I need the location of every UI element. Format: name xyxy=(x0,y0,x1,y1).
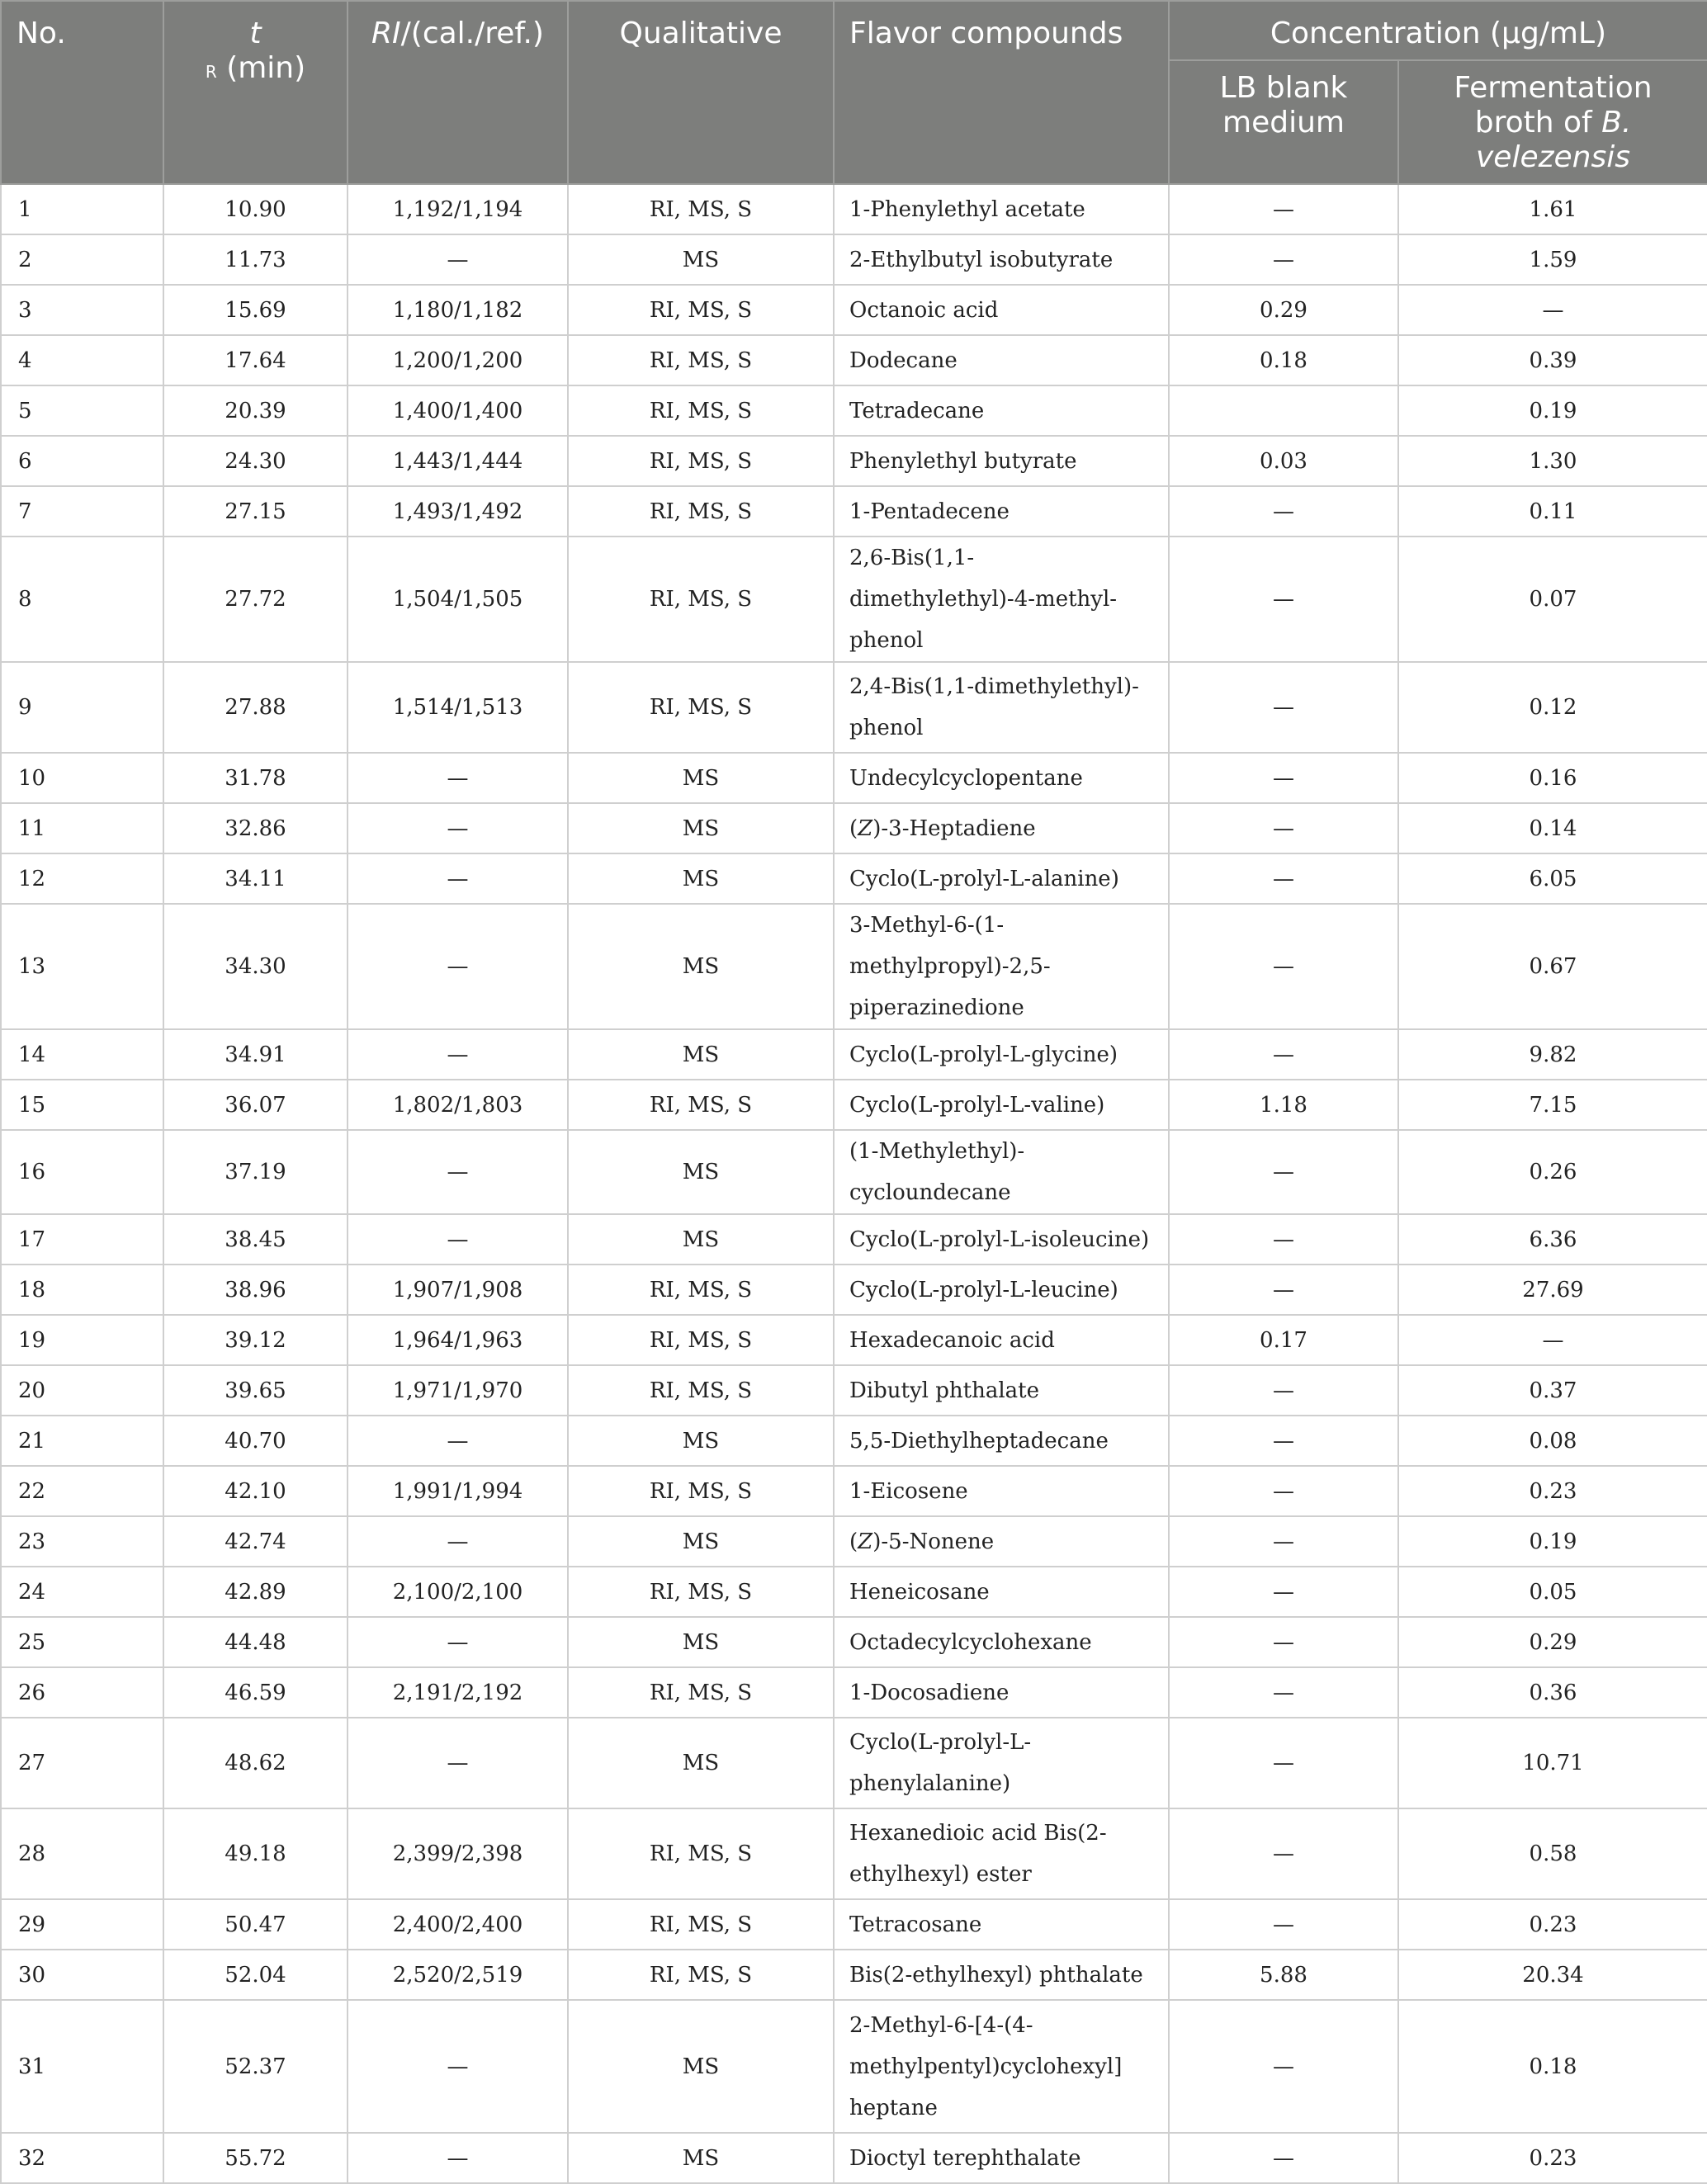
row-qualitative: MS xyxy=(568,904,834,1029)
row-retention-time: 34.91 xyxy=(163,1029,348,1080)
table-row xyxy=(1,234,1707,285)
row-fermentation: 0.26 xyxy=(1398,1130,1707,1214)
row-retention-time: 42.10 xyxy=(163,1466,348,1516)
row-fermentation: 0.16 xyxy=(1398,753,1707,803)
row-lb-blank: 0.17 xyxy=(1169,1315,1398,1365)
row-retention-time: 50.47 xyxy=(163,1899,348,1950)
row-compound: Tetradecane xyxy=(834,385,1169,436)
row-fermentation: 1.61 xyxy=(1398,184,1707,234)
compound-suffix: )-3-Heptadiene xyxy=(872,815,1036,841)
row-no: 23 xyxy=(1,1516,163,1567)
row-compound: 1-Eicosene xyxy=(834,1466,1169,1516)
row-retention-index: — xyxy=(348,1617,568,1667)
row-compound: Cyclo(L-prolyl-L-valine) xyxy=(834,1080,1169,1130)
table-row xyxy=(1,1416,1707,1466)
row-retention-time: 27.72 xyxy=(163,537,348,662)
row-fermentation: 6.36 xyxy=(1398,1214,1707,1265)
row-retention-time: 49.18 xyxy=(163,1808,348,1899)
row-retention-time: 27.88 xyxy=(163,662,348,753)
row-qualitative: RI, MS, S xyxy=(568,335,834,385)
row-lb-blank: — xyxy=(1169,1899,1398,1950)
row-fermentation: 0.23 xyxy=(1398,1899,1707,1950)
row-compound: Cyclo(L-prolyl-L-isoleucine) xyxy=(834,1214,1169,1265)
row-retention-index: 2,520/2,519 xyxy=(348,1950,568,2000)
table-row xyxy=(1,537,1707,662)
row-lb-blank: — xyxy=(1169,1516,1398,1567)
row-qualitative: RI, MS, S xyxy=(568,1466,834,1516)
row-retention-time: 40.70 xyxy=(163,1416,348,1466)
table-row xyxy=(1,2000,1707,2133)
row-no: 11 xyxy=(1,803,163,853)
row-retention-index: 1,504/1,505 xyxy=(348,537,568,662)
table-row xyxy=(1,2133,1707,2183)
row-fermentation: 1.59 xyxy=(1398,234,1707,285)
row-qualitative: RI, MS, S xyxy=(568,1667,834,1718)
row-qualitative: RI, MS, S xyxy=(568,1567,834,1617)
row-compound: Cyclo(L-prolyl-L-glycine) xyxy=(834,1029,1169,1080)
row-qualitative: MS xyxy=(568,1130,834,1214)
row-fermentation: 0.19 xyxy=(1398,1516,1707,1567)
row-compound: 1-Pentadecene xyxy=(834,486,1169,537)
row-qualitative: MS xyxy=(568,234,834,285)
row-compound: Heneicosane xyxy=(834,1567,1169,1617)
row-compound: Cyclo(L-prolyl-L-phenylalanine) xyxy=(834,1718,1169,1808)
row-compound: Hexanedioic acid Bis(2-ethylhexyl) ester xyxy=(834,1808,1169,1899)
header-retention-index xyxy=(348,1,568,184)
table-row xyxy=(1,184,1707,234)
table-row xyxy=(1,803,1707,853)
row-qualitative: RI, MS, S xyxy=(568,1808,834,1899)
table-row xyxy=(1,1617,1707,1667)
row-retention-time: 20.39 xyxy=(163,385,348,436)
row-retention-index: — xyxy=(348,2133,568,2183)
table-body xyxy=(1,184,1707,2183)
row-retention-time: 37.19 xyxy=(163,1130,348,1214)
row-qualitative: MS xyxy=(568,1718,834,1808)
row-retention-time: 42.74 xyxy=(163,1516,348,1567)
row-fermentation: 9.82 xyxy=(1398,1029,1707,1080)
row-qualitative: MS xyxy=(568,2000,834,2133)
row-no: 16 xyxy=(1,1130,163,1214)
row-qualitative: RI, MS, S xyxy=(568,436,834,486)
row-no: 15 xyxy=(1,1080,163,1130)
row-qualitative: RI, MS, S xyxy=(568,662,834,753)
table-row xyxy=(1,1950,1707,2000)
header-retention-time xyxy=(163,1,348,184)
row-qualitative: RI, MS, S xyxy=(568,285,834,335)
row-retention-index: 1,192/1,194 xyxy=(348,184,568,234)
row-retention-index: — xyxy=(348,1130,568,1214)
row-no: 27 xyxy=(1,1718,163,1808)
compound-suffix: )-5-Nonene xyxy=(872,1529,995,1554)
row-no: 25 xyxy=(1,1617,163,1667)
row-retention-time: 38.45 xyxy=(163,1214,348,1265)
row-no: 24 xyxy=(1,1567,163,1617)
row-retention-index: — xyxy=(348,234,568,285)
row-qualitative: MS xyxy=(568,1617,834,1667)
row-fermentation: 0.37 xyxy=(1398,1365,1707,1416)
row-fermentation: 1.30 xyxy=(1398,436,1707,486)
row-lb-blank: — xyxy=(1169,1466,1398,1516)
table-row xyxy=(1,335,1707,385)
row-lb-blank: 0.03 xyxy=(1169,436,1398,486)
row-lb-blank: — xyxy=(1169,1667,1398,1718)
row-no: 10 xyxy=(1,753,163,803)
row-lb-blank: — xyxy=(1169,1265,1398,1315)
row-lb-blank: — xyxy=(1169,1029,1398,1080)
row-lb-blank: — xyxy=(1169,184,1398,234)
row-no: 7 xyxy=(1,486,163,537)
row-compound: 2-Methyl-6-[4-(4-methylpentyl)cyclohexyl] heptane xyxy=(834,2000,1169,2133)
row-retention-index: 2,399/2,398 xyxy=(348,1808,568,1899)
row-lb-blank: — xyxy=(1169,803,1398,853)
row-qualitative: MS xyxy=(568,803,834,853)
row-compound: Phenylethyl butyrate xyxy=(834,436,1169,486)
row-compound: Cyclo(L-prolyl-L-leucine) xyxy=(834,1265,1169,1315)
row-lb-blank: — xyxy=(1169,537,1398,662)
row-qualitative: RI, MS, S xyxy=(568,1365,834,1416)
row-compound: Hexadecanoic acid xyxy=(834,1315,1169,1365)
row-lb-blank: 1.18 xyxy=(1169,1080,1398,1130)
row-qualitative: RI, MS, S xyxy=(568,184,834,234)
row-fermentation: 0.29 xyxy=(1398,1617,1707,1667)
row-no: 9 xyxy=(1,662,163,753)
row-retention-time: 36.07 xyxy=(163,1080,348,1130)
header-fermentation-broth xyxy=(1398,60,1707,184)
row-fermentation: 0.36 xyxy=(1398,1667,1707,1718)
row-no: 22 xyxy=(1,1466,163,1516)
row-no: 5 xyxy=(1,385,163,436)
row-compound: (1-Methylethyl)-cycloundecane xyxy=(834,1130,1169,1214)
row-qualitative: MS xyxy=(568,1416,834,1466)
row-compound: 2-Ethylbutyl isobutyrate xyxy=(834,234,1169,285)
row-compound: 2,4-Bis(1,1-dimethylethyl)-phenol xyxy=(834,662,1169,753)
table-row xyxy=(1,1315,1707,1365)
row-retention-index: — xyxy=(348,1416,568,1466)
compound-stereo: Z xyxy=(858,1529,873,1554)
header-flavor-compounds: Flavor compounds xyxy=(834,1,1169,184)
table-row xyxy=(1,385,1707,436)
row-fermentation: 0.07 xyxy=(1398,537,1707,662)
row-retention-index: — xyxy=(348,803,568,853)
row-retention-time: 52.37 xyxy=(163,2000,348,2133)
row-no: 3 xyxy=(1,285,163,335)
row-retention-time: 34.30 xyxy=(163,904,348,1029)
row-compound xyxy=(834,1516,1169,1567)
row-lb-blank: — xyxy=(1169,234,1398,285)
row-fermentation: 0.23 xyxy=(1398,2133,1707,2183)
table-row xyxy=(1,1466,1707,1516)
row-fermentation: — xyxy=(1398,1315,1707,1365)
row-lb-blank: — xyxy=(1169,1416,1398,1466)
row-no: 8 xyxy=(1,537,163,662)
row-retention-index: — xyxy=(348,1029,568,1080)
row-retention-time: 39.12 xyxy=(163,1315,348,1365)
row-retention-index: 1,514/1,513 xyxy=(348,662,568,753)
table-row xyxy=(1,1265,1707,1315)
row-retention-index: 1,991/1,994 xyxy=(348,1466,568,1516)
row-fermentation: 27.69 xyxy=(1398,1265,1707,1315)
row-qualitative: RI, MS, S xyxy=(568,537,834,662)
row-retention-time: 38.96 xyxy=(163,1265,348,1315)
row-no: 31 xyxy=(1,2000,163,2133)
row-compound: Octadecylcyclohexane xyxy=(834,1617,1169,1667)
row-no: 17 xyxy=(1,1214,163,1265)
row-retention-time: 48.62 xyxy=(163,1718,348,1808)
row-qualitative: MS xyxy=(568,1029,834,1080)
row-compound: Octanoic acid xyxy=(834,285,1169,335)
row-lb-blank: — xyxy=(1169,1718,1398,1808)
row-qualitative: MS xyxy=(568,2133,834,2183)
row-lb-blank: — xyxy=(1169,1567,1398,1617)
header-ferment-species: B. velezensis xyxy=(1476,106,1632,174)
row-fermentation: 0.08 xyxy=(1398,1416,1707,1466)
row-compound: Tetracosane xyxy=(834,1899,1169,1950)
row-retention-time: 24.30 xyxy=(163,436,348,486)
table-row xyxy=(1,904,1707,1029)
table-row xyxy=(1,486,1707,537)
row-retention-index: 2,400/2,400 xyxy=(348,1899,568,1950)
row-retention-index: 1,200/1,200 xyxy=(348,335,568,385)
row-fermentation: 0.11 xyxy=(1398,486,1707,537)
row-retention-index: 1,443/1,444 xyxy=(348,436,568,486)
row-retention-index: — xyxy=(348,1214,568,1265)
row-qualitative: MS xyxy=(568,753,834,803)
row-retention-time: 17.64 xyxy=(163,335,348,385)
row-qualitative: RI, MS, S xyxy=(568,1315,834,1365)
row-fermentation: 0.58 xyxy=(1398,1808,1707,1899)
table-row xyxy=(1,1808,1707,1899)
row-retention-time: 32.86 xyxy=(163,803,348,853)
table-row xyxy=(1,1029,1707,1080)
row-fermentation: 0.67 xyxy=(1398,904,1707,1029)
row-compound: Bis(2-ethylhexyl) phthalate xyxy=(834,1950,1169,2000)
row-retention-time: 34.11 xyxy=(163,853,348,904)
table-header xyxy=(1,1,1707,184)
row-qualitative: RI, MS, S xyxy=(568,1899,834,1950)
table-row xyxy=(1,1080,1707,1130)
row-no: 19 xyxy=(1,1315,163,1365)
row-retention-time: 11.73 xyxy=(163,234,348,285)
row-no: 21 xyxy=(1,1416,163,1466)
row-no: 12 xyxy=(1,853,163,904)
row-fermentation: 0.23 xyxy=(1398,1466,1707,1516)
row-qualitative: RI, MS, S xyxy=(568,1265,834,1315)
table-row xyxy=(1,662,1707,753)
row-compound: Cyclo(L-prolyl-L-alanine) xyxy=(834,853,1169,904)
row-fermentation: 20.34 xyxy=(1398,1950,1707,2000)
row-qualitative: RI, MS, S xyxy=(568,1950,834,2000)
row-fermentation: — xyxy=(1398,285,1707,335)
row-lb-blank: — xyxy=(1169,1130,1398,1214)
header-ri-symbol: RI xyxy=(371,17,401,50)
row-retention-time: 55.72 xyxy=(163,2133,348,2183)
row-qualitative: RI, MS, S xyxy=(568,1080,834,1130)
row-fermentation: 6.05 xyxy=(1398,853,1707,904)
compound-prefix: ( xyxy=(849,815,858,841)
row-lb-blank: 5.88 xyxy=(1169,1950,1398,2000)
row-retention-index: 1,400/1,400 xyxy=(348,385,568,436)
row-no: 26 xyxy=(1,1667,163,1718)
row-qualitative: MS xyxy=(568,1516,834,1567)
compound-stereo: Z xyxy=(858,815,873,841)
row-retention-time: 52.04 xyxy=(163,1950,348,2000)
row-retention-time: 46.59 xyxy=(163,1667,348,1718)
row-no: 18 xyxy=(1,1265,163,1315)
row-no: 30 xyxy=(1,1950,163,2000)
row-lb-blank: — xyxy=(1169,486,1398,537)
table-row xyxy=(1,853,1707,904)
row-fermentation: 0.18 xyxy=(1398,2000,1707,2133)
row-retention-index: 1,964/1,963 xyxy=(348,1315,568,1365)
row-fermentation: 0.39 xyxy=(1398,335,1707,385)
header-tr-symbol: t xyxy=(249,17,262,50)
row-fermentation: 0.12 xyxy=(1398,662,1707,753)
row-no: 2 xyxy=(1,234,163,285)
row-compound: 5,5-Diethylheptadecane xyxy=(834,1416,1169,1466)
table-row xyxy=(1,1718,1707,1808)
row-no: 14 xyxy=(1,1029,163,1080)
row-lb-blank: — xyxy=(1169,2133,1398,2183)
row-retention-index: 1,493/1,492 xyxy=(348,486,568,537)
row-lb-blank: 0.18 xyxy=(1169,335,1398,385)
row-compound xyxy=(834,803,1169,853)
row-lb-blank: — xyxy=(1169,662,1398,753)
header-tr-min: (min) xyxy=(226,51,306,85)
row-retention-index: — xyxy=(348,753,568,803)
row-no: 1 xyxy=(1,184,163,234)
row-retention-index: 1,180/1,182 xyxy=(348,285,568,335)
row-fermentation: 10.71 xyxy=(1398,1718,1707,1808)
row-qualitative: MS xyxy=(568,853,834,904)
header-lb-blank: LB blank medium xyxy=(1169,60,1398,184)
row-fermentation: 0.05 xyxy=(1398,1567,1707,1617)
row-retention-time: 44.48 xyxy=(163,1617,348,1667)
row-retention-time: 39.65 xyxy=(163,1365,348,1416)
header-ferment-prefix: Fermentation broth of xyxy=(1454,71,1653,139)
row-compound: 1-Phenylethyl acetate xyxy=(834,184,1169,234)
row-retention-index: 2,191/2,192 xyxy=(348,1667,568,1718)
row-compound: 1-Docosadiene xyxy=(834,1667,1169,1718)
row-fermentation: 0.14 xyxy=(1398,803,1707,853)
row-lb-blank: — xyxy=(1169,2000,1398,2133)
row-no: 32 xyxy=(1,2133,163,2183)
row-retention-time: 15.69 xyxy=(163,285,348,335)
row-no: 20 xyxy=(1,1365,163,1416)
table-row xyxy=(1,753,1707,803)
table-row xyxy=(1,436,1707,486)
header-no: No. xyxy=(1,1,163,184)
row-lb-blank xyxy=(1169,385,1398,436)
table-row xyxy=(1,1516,1707,1567)
row-no: 4 xyxy=(1,335,163,385)
row-lb-blank: — xyxy=(1169,853,1398,904)
header-tr-subscript: R xyxy=(205,62,217,82)
row-fermentation: 0.19 xyxy=(1398,385,1707,436)
row-qualitative: RI, MS, S xyxy=(568,385,834,436)
row-compound: 2,6-Bis(1,1-dimethylethyl)-4-methyl-phenol xyxy=(834,537,1169,662)
row-retention-time: 27.15 xyxy=(163,486,348,537)
row-lb-blank: — xyxy=(1169,904,1398,1029)
table-row xyxy=(1,285,1707,335)
row-retention-time: 10.90 xyxy=(163,184,348,234)
row-lb-blank: — xyxy=(1169,1617,1398,1667)
row-no: 13 xyxy=(1,904,163,1029)
row-retention-time: 31.78 xyxy=(163,753,348,803)
table-row xyxy=(1,1214,1707,1265)
header-qualitative: Qualitative xyxy=(568,1,834,184)
table-row xyxy=(1,1667,1707,1718)
row-retention-index: 1,971/1,970 xyxy=(348,1365,568,1416)
row-lb-blank: — xyxy=(1169,753,1398,803)
row-retention-index: — xyxy=(348,2000,568,2133)
row-retention-index: 2,100/2,100 xyxy=(348,1567,568,1617)
row-retention-index: — xyxy=(348,904,568,1029)
row-compound: Dioctyl terephthalate xyxy=(834,2133,1169,2183)
table-row xyxy=(1,1567,1707,1617)
row-compound: Dibutyl phthalate xyxy=(834,1365,1169,1416)
row-lb-blank: 0.29 xyxy=(1169,285,1398,335)
row-qualitative: RI, MS, S xyxy=(568,486,834,537)
row-retention-index: — xyxy=(348,1516,568,1567)
row-fermentation: 7.15 xyxy=(1398,1080,1707,1130)
row-lb-blank: — xyxy=(1169,1808,1398,1899)
table-row xyxy=(1,1130,1707,1214)
row-retention-time: 42.89 xyxy=(163,1567,348,1617)
row-retention-index: 1,802/1,803 xyxy=(348,1080,568,1130)
header-ri-rest: /(cal./ref.) xyxy=(400,17,544,50)
row-no: 28 xyxy=(1,1808,163,1899)
row-retention-index: 1,907/1,908 xyxy=(348,1265,568,1315)
header-tr-unit xyxy=(179,51,332,89)
row-compound: 3-Methyl-6-(1-methylpropyl)-2,5-piperazinedione xyxy=(834,904,1169,1029)
row-no: 29 xyxy=(1,1899,163,1950)
compound-prefix: ( xyxy=(849,1529,858,1554)
row-no: 6 xyxy=(1,436,163,486)
row-qualitative: MS xyxy=(568,1214,834,1265)
row-retention-index: — xyxy=(348,853,568,904)
row-compound: Undecylcyclopentane xyxy=(834,753,1169,803)
header-concentration: Concentration (µg/mL) xyxy=(1169,1,1707,60)
row-compound: Dodecane xyxy=(834,335,1169,385)
row-lb-blank: — xyxy=(1169,1214,1398,1265)
row-lb-blank: — xyxy=(1169,1365,1398,1416)
row-retention-index: — xyxy=(348,1718,568,1808)
table-row xyxy=(1,1365,1707,1416)
table-row xyxy=(1,1899,1707,1950)
